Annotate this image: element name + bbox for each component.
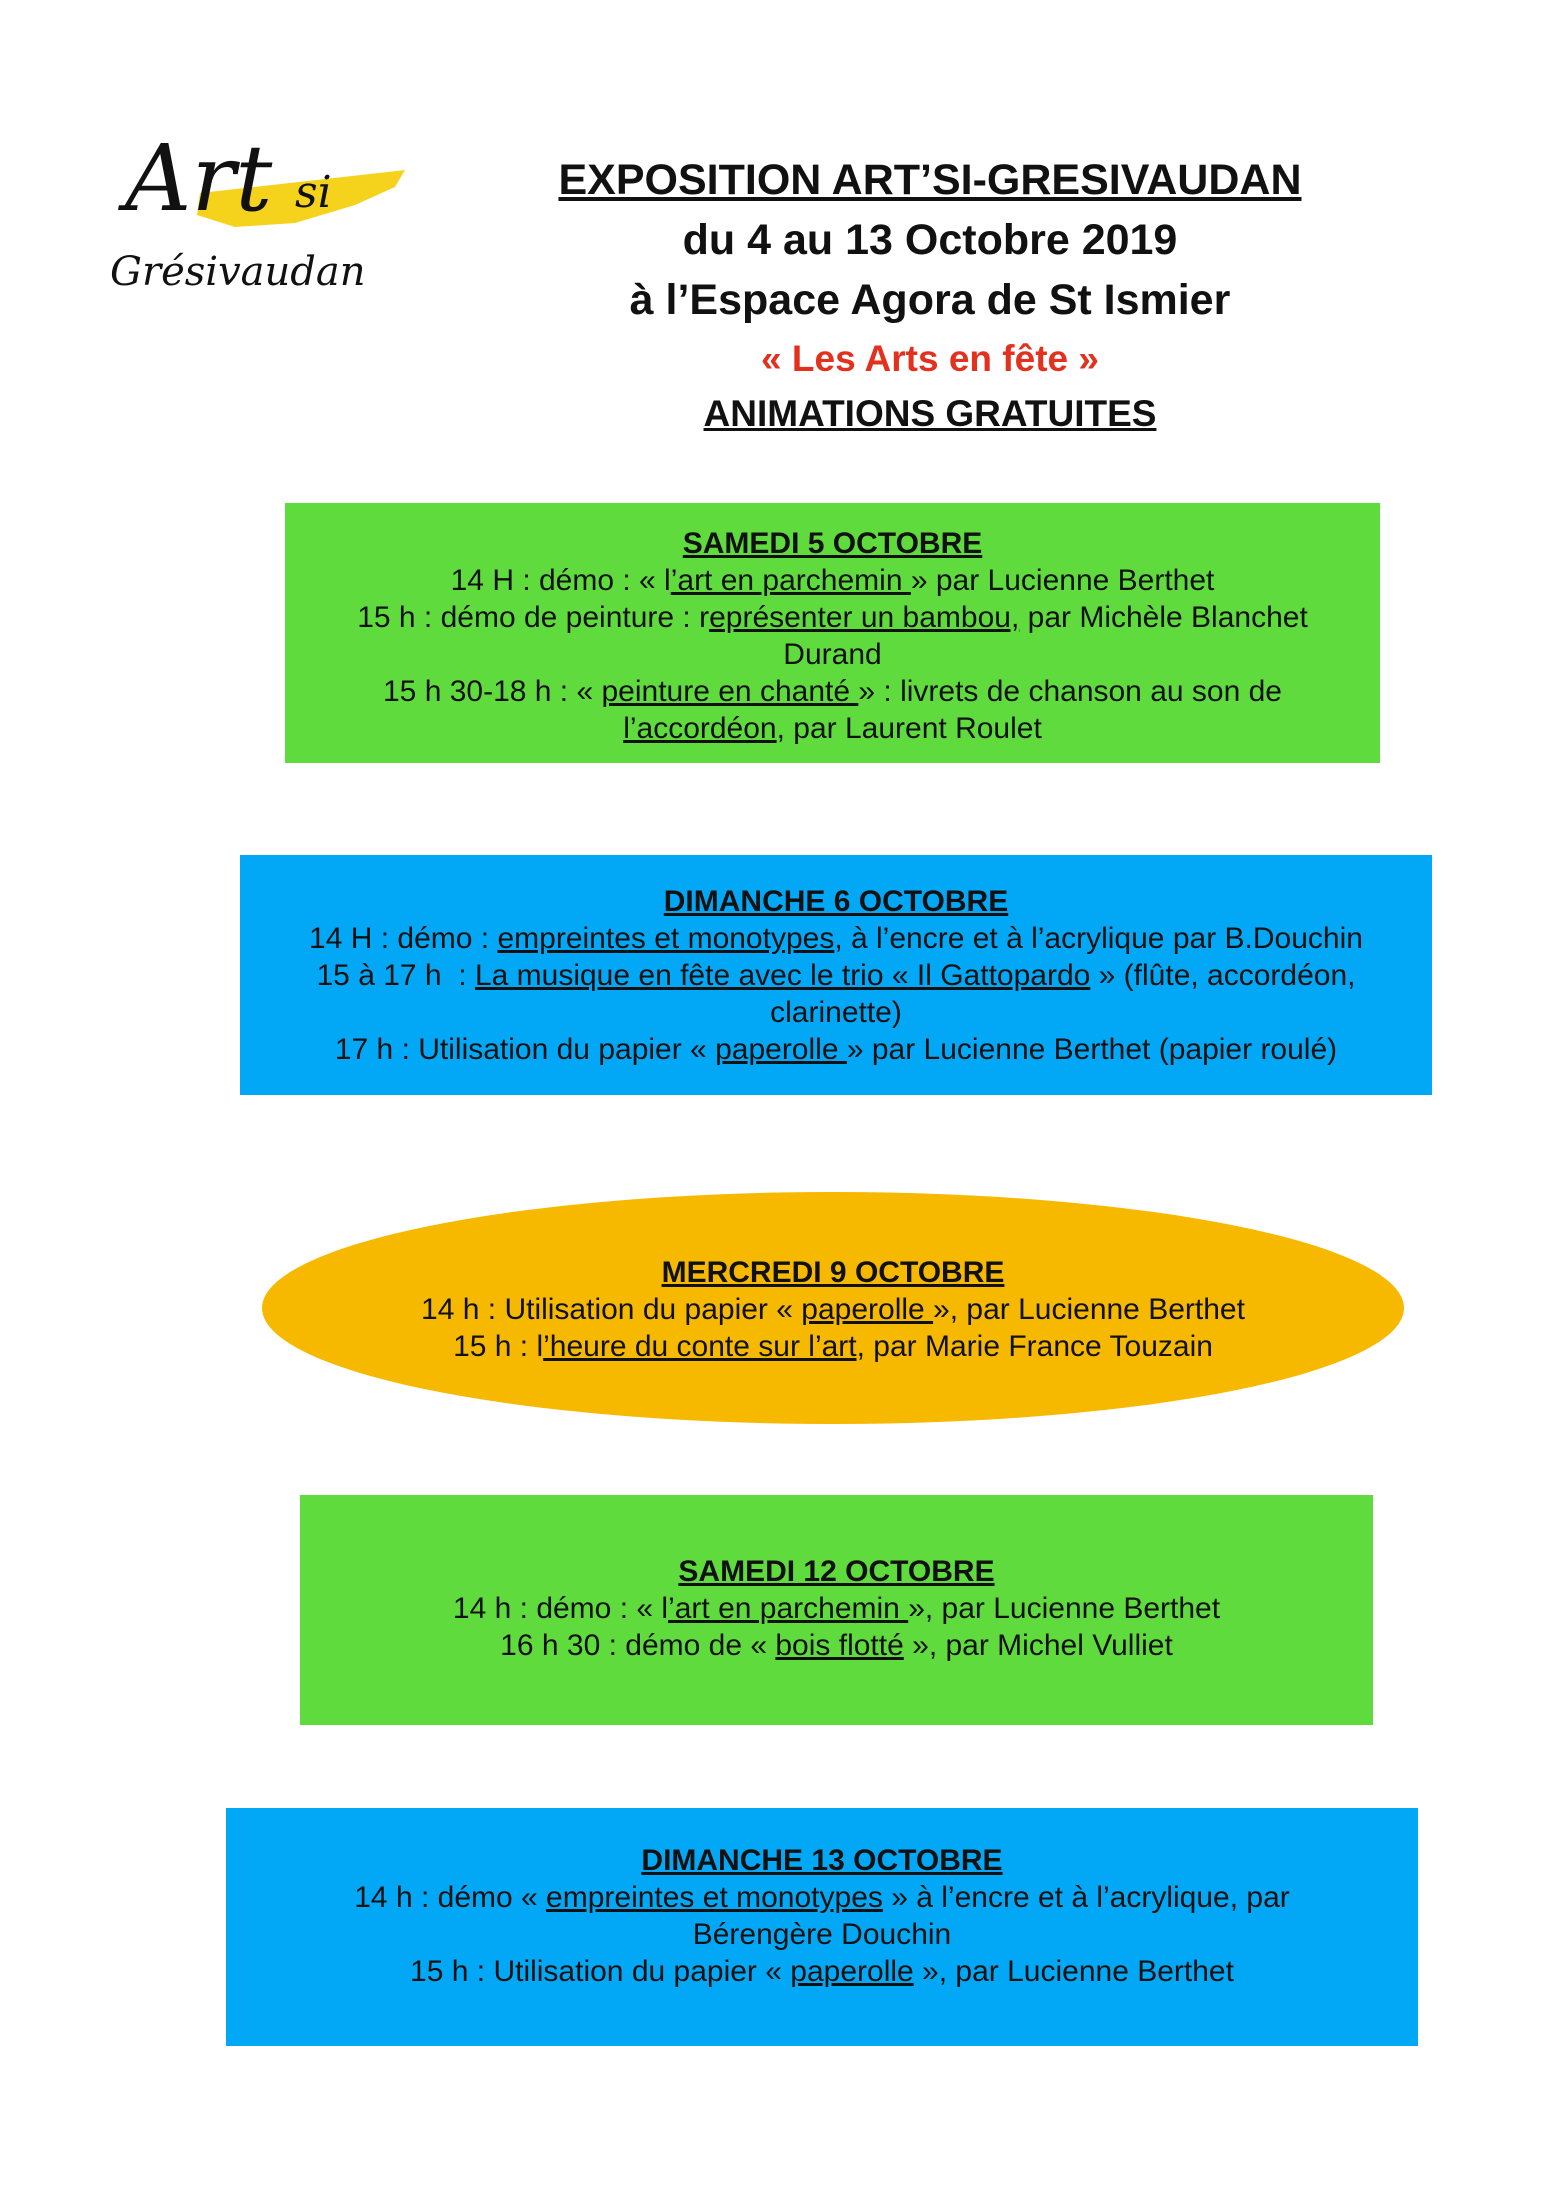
event-text: 14 h : démo « bbox=[354, 1881, 547, 1914]
event-underlined-text: ’art en parchemin bbox=[668, 1592, 909, 1625]
event-line bbox=[262, 1328, 1404, 1365]
event-text: Bérengère Douchin bbox=[692, 1918, 952, 1951]
event-text: par Michèle Blanchet bbox=[1019, 601, 1308, 634]
event-underlined-text: l’accordéon bbox=[623, 712, 777, 745]
event-underlined-text: bois flotté bbox=[775, 1629, 904, 1662]
header bbox=[480, 150, 1380, 440]
event-lines bbox=[300, 1590, 1373, 1664]
event-text: » par Lucienne Berthet bbox=[910, 564, 1215, 597]
event-underlined-text: paperolle bbox=[801, 1293, 934, 1326]
event-line bbox=[240, 1031, 1432, 1068]
event-day: DIMANCHE 6 OCTOBRE bbox=[663, 885, 1009, 918]
event-day: SAMEDI 5 OCTOBRE bbox=[682, 527, 983, 560]
event-underlined-text: empreintes et monotypes bbox=[497, 922, 835, 955]
event-text: 17 h : Utilisation du papier « bbox=[334, 1033, 716, 1066]
event-underlined-text: empreintes et monotypes bbox=[546, 1881, 883, 1914]
event-text: 14 H : démo : bbox=[309, 922, 498, 955]
event-text: 16 h 30 : démo de « bbox=[500, 1629, 776, 1662]
exhibition-title: EXPOSITION ART’SI-GRESIVAUDAN bbox=[558, 156, 1302, 204]
exhibition-venue: à l’Espace Agora de St Ismier bbox=[629, 276, 1231, 324]
logo-gresivaudan: Grésivaudan bbox=[110, 249, 366, 295]
event-underlined-text: eprésenter un bambou, bbox=[709, 601, 1020, 634]
event-day: MERCREDI 9 OCTOBRE bbox=[661, 1256, 1005, 1289]
event-text: 15 h : démo de peinture : r bbox=[357, 601, 710, 634]
event-text: », par Lucienne Berthet bbox=[913, 1955, 1234, 1988]
event-lines bbox=[262, 1291, 1404, 1365]
event-block-mercredi-9 bbox=[262, 1192, 1404, 1424]
event-text: », par Lucienne Berthet bbox=[908, 1592, 1221, 1625]
event-line bbox=[285, 562, 1380, 599]
event-block-dimanche-6 bbox=[240, 855, 1432, 1095]
event-line bbox=[300, 1627, 1373, 1664]
logo-si: si bbox=[295, 167, 332, 218]
event-line bbox=[285, 673, 1380, 710]
event-text: 14 h : Utilisation du papier « bbox=[421, 1293, 802, 1326]
event-line bbox=[226, 1879, 1418, 1916]
event-day: SAMEDI 12 OCTOBRE bbox=[678, 1555, 995, 1588]
event-line bbox=[226, 1953, 1418, 1990]
event-text: 15 h : Utilisation du papier « bbox=[410, 1955, 791, 1988]
event-text: clarinette) bbox=[770, 996, 902, 1029]
event-underlined-text: peinture en chanté bbox=[601, 675, 859, 708]
event-text: » (flûte, accordéon, bbox=[1090, 959, 1356, 992]
event-text: 15 à 17 h : bbox=[316, 959, 475, 992]
event-day: DIMANCHE 13 OCTOBRE bbox=[641, 1844, 1003, 1877]
event-underlined-text: paperolle bbox=[790, 1955, 914, 1988]
event-underlined-text: La musique en fête avec le trio « Il Gattopardo bbox=[474, 959, 1091, 992]
event-text: » à l’encre et à l’acrylique, par bbox=[882, 1881, 1290, 1914]
event-lines bbox=[285, 562, 1380, 747]
event-text: , à l’encre et à l’acrylique par B.Douchin bbox=[834, 922, 1363, 955]
event-block-samedi-5 bbox=[285, 503, 1380, 763]
event-text: » : livrets de chanson au son de bbox=[858, 675, 1282, 708]
event-text: », par Michel Vulliet bbox=[903, 1629, 1173, 1662]
event-text: » par Lucienne Berthet (papier roulé) bbox=[846, 1033, 1338, 1066]
event-text: , par Laurent Roulet bbox=[776, 712, 1042, 745]
event-text: Durand bbox=[783, 638, 882, 671]
event-text: 15 h 30-18 h : « bbox=[383, 675, 602, 708]
event-line bbox=[240, 957, 1432, 994]
event-line bbox=[240, 920, 1432, 957]
free-animations-heading: ANIMATIONS GRATUITES bbox=[703, 393, 1157, 434]
event-text: », par Lucienne Berthet bbox=[933, 1293, 1245, 1326]
event-line bbox=[300, 1590, 1373, 1627]
event-text: par Marie France Touzain bbox=[864, 1330, 1213, 1363]
event-block-samedi-12 bbox=[300, 1495, 1373, 1725]
event-block-dimanche-13 bbox=[226, 1808, 1418, 2046]
event-line bbox=[262, 1291, 1404, 1328]
event-text: 14 h : démo : « l bbox=[452, 1592, 669, 1625]
event-line bbox=[285, 636, 1380, 673]
event-text: 14 H : démo : « l bbox=[450, 564, 671, 597]
event-underlined-text: paperolle bbox=[715, 1033, 847, 1066]
event-lines bbox=[226, 1879, 1418, 1990]
event-underlined-text: ’heure du conte sur l’art, bbox=[543, 1330, 865, 1363]
event-text: 15 h : l bbox=[453, 1330, 544, 1363]
event-line bbox=[285, 599, 1380, 636]
event-line bbox=[240, 994, 1432, 1031]
event-lines bbox=[240, 920, 1432, 1068]
event-line bbox=[226, 1916, 1418, 1953]
event-line bbox=[285, 710, 1380, 747]
event-underlined-text: ’art en parchemin bbox=[670, 564, 911, 597]
logo-art: Art bbox=[125, 125, 273, 232]
exhibition-dates: du 4 au 13 Octobre 2019 bbox=[682, 216, 1178, 264]
artsi-logo bbox=[105, 115, 425, 305]
exhibition-theme: « Les Arts en fête » bbox=[761, 338, 1099, 379]
